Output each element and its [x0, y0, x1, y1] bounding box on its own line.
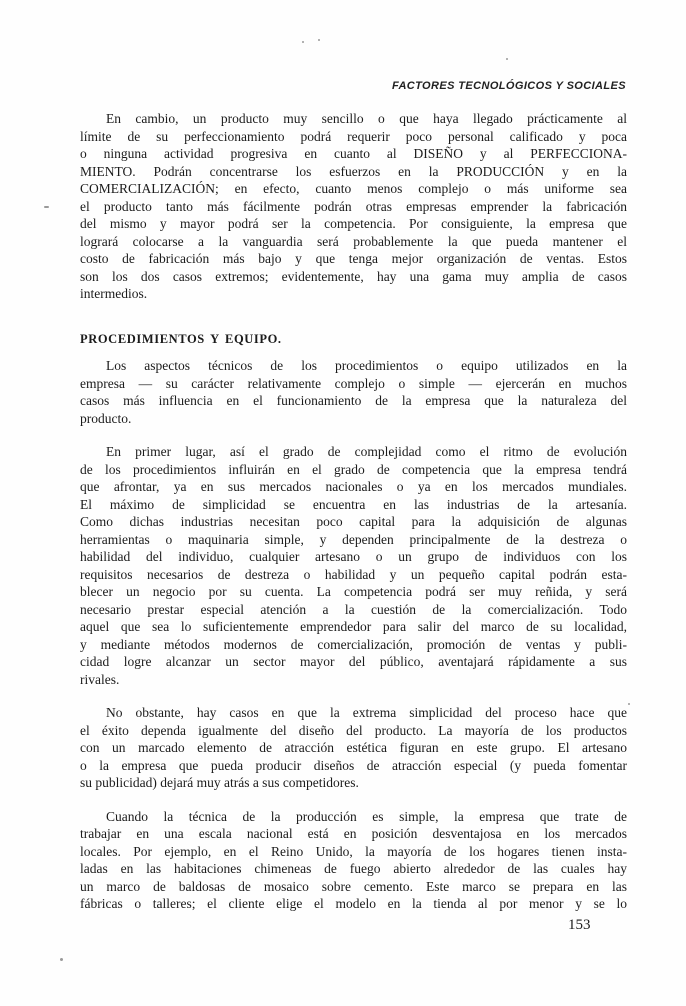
- paragraph: [80, 443, 627, 688]
- text-line: son los dos casos extremos; evidentemente, hay una gama muy amplia de casos: [80, 268, 627, 284]
- paragraph: [80, 110, 627, 303]
- text-line: producto.: [80, 410, 132, 426]
- text-line: MIENTO. Podrán concentrarse los esfuerzos en la PRODUCCIÓN y en la: [80, 163, 627, 179]
- text-line: Cuando la técnica de la producción es simple, la empresa que trate de: [106, 808, 627, 824]
- text-line: locales. Por ejemplo, en el Reino Unido, la mayoría de los hogares tienen insta-: [80, 843, 627, 859]
- page-number: 153: [568, 917, 591, 933]
- text-line: casos más influencia en el funcionamiento de la empresa que la naturaleza del: [80, 393, 627, 408]
- text-line: un marco de baldosas de mosaico sobre cemento. Este marco se prepara en las: [80, 878, 627, 894]
- paragraph: [80, 704, 627, 792]
- text-line: que afrontar, ya en sus mercados nacionales o ya en los mercados mundiales.: [80, 479, 627, 494]
- text-line: y mediante métodos modernos de comercialización, promoción de ventas y publi-: [80, 636, 627, 652]
- scan-speck: [60, 958, 63, 961]
- text-line: En cambio, un producto muy sencillo o que haya llegado prácticamente al: [106, 111, 627, 126]
- paragraph: [80, 357, 627, 427]
- text-line: Como dichas industrias necesitan poco capital para la adquisición de algunas: [80, 514, 627, 529]
- text-line: o la empresa que pueda producir diseños de atracción especial (y pueda fomentar: [80, 757, 627, 773]
- text-line: aquel que sea lo suficientemente emprendedor para salir del marco de su localidad,: [80, 619, 627, 634]
- text-line: con un marcado elemento de atracción estética figuran en este grupo. El artesano: [80, 740, 627, 755]
- text-line: ladas en las habitaciones chimeneas de fuego abierto alrededor de las cuales hay: [80, 861, 627, 876]
- text-line: logrará colocarse a la vanguardia será probablemente la que pueda mantener el: [80, 233, 627, 249]
- text-line: habilidad del individuo, cualquier artesano o un grupo de individuos con los: [80, 549, 627, 564]
- scan-speck: [44, 206, 49, 208]
- text-line: fábricas o talleres; el cliente elige el modelo en la tienda al por menor y se lo: [80, 896, 627, 911]
- text-line: costo de fabricación más bajo y que tenga mejor organización de ventas. Estos: [80, 251, 627, 266]
- text-line: límite de su perfeccionamiento podrá requerir poco personal calificado y poca: [80, 128, 627, 144]
- scan-speck: [628, 703, 630, 705]
- paragraph: [80, 808, 627, 913]
- text-line: El máximo de simplicidad se encuentra en las industrias de la artesanía.: [80, 496, 627, 512]
- section-heading: PROCEDIMIENTOS Y EQUIPO.: [80, 331, 282, 346]
- text-line: el éxito dependa igualmente del diseño del producto. La mayoría de los productos: [80, 722, 627, 738]
- text-line: Los aspectos técnicos de los procedimientos o equipo utilizados en la: [106, 358, 627, 373]
- text-line: empresa — su carácter relativamente complejo o simple — ejercerán en muchos: [80, 375, 627, 391]
- text-line: cidad logre alcanzar un sector mayor del público, aventajará rápidamente a sus: [80, 654, 627, 669]
- page-content: [80, 110, 627, 913]
- scan-speck: [506, 58, 508, 60]
- text-line: En primer lugar, así el grado de complejidad como el ritmo de evolución: [106, 444, 627, 459]
- scan-speck: [318, 39, 320, 41]
- text-line: el producto tanto más fácilmente podrán otras empresas emprender la fabricación: [80, 198, 627, 214]
- text-line: del mismo y mayor podrá ser la competencia. Por consiguiente, la empresa que: [80, 216, 627, 231]
- text-line: blecer un negocio por su cuenta. La competencia podrá ser muy reñida, y será: [80, 584, 627, 599]
- text-line: intermedios.: [80, 286, 148, 301]
- text-line: su publicidad) dejará muy atrás a sus competidores.: [80, 775, 359, 790]
- text-line: requisitos necesarios de destreza o habilidad y un pequeño capital podrán esta-: [80, 566, 627, 582]
- text-line: COMERCIALIZACIÓN; en efecto, cuanto menos complejo o más uniforme sea: [80, 181, 627, 196]
- text-line: necesario prestar especial atención a la cuestión de la comercialización. Todo: [80, 601, 627, 617]
- text-line: herramientas o maquinaria simple, y dependen principalmente de la destreza o: [80, 531, 627, 547]
- text-line: de los procedimientos influirán en el grado de competencia que la empresa tendrá: [80, 461, 627, 477]
- text-line: No obstante, hay casos en que la extrema simplicidad del proceso hace que: [106, 705, 627, 720]
- running-header: FACTORES TECNOLÓGICOS Y SOCIALES: [391, 80, 626, 92]
- scan-speck: [302, 41, 304, 43]
- text-line: rivales.: [80, 671, 120, 687]
- text-line: o ninguna actividad progresiva en cuanto al DISEÑO y al PERFECCIONA-: [80, 146, 627, 161]
- text-line: trabajar en una escala nacional está en posición desventajosa en los mercados: [80, 826, 627, 841]
